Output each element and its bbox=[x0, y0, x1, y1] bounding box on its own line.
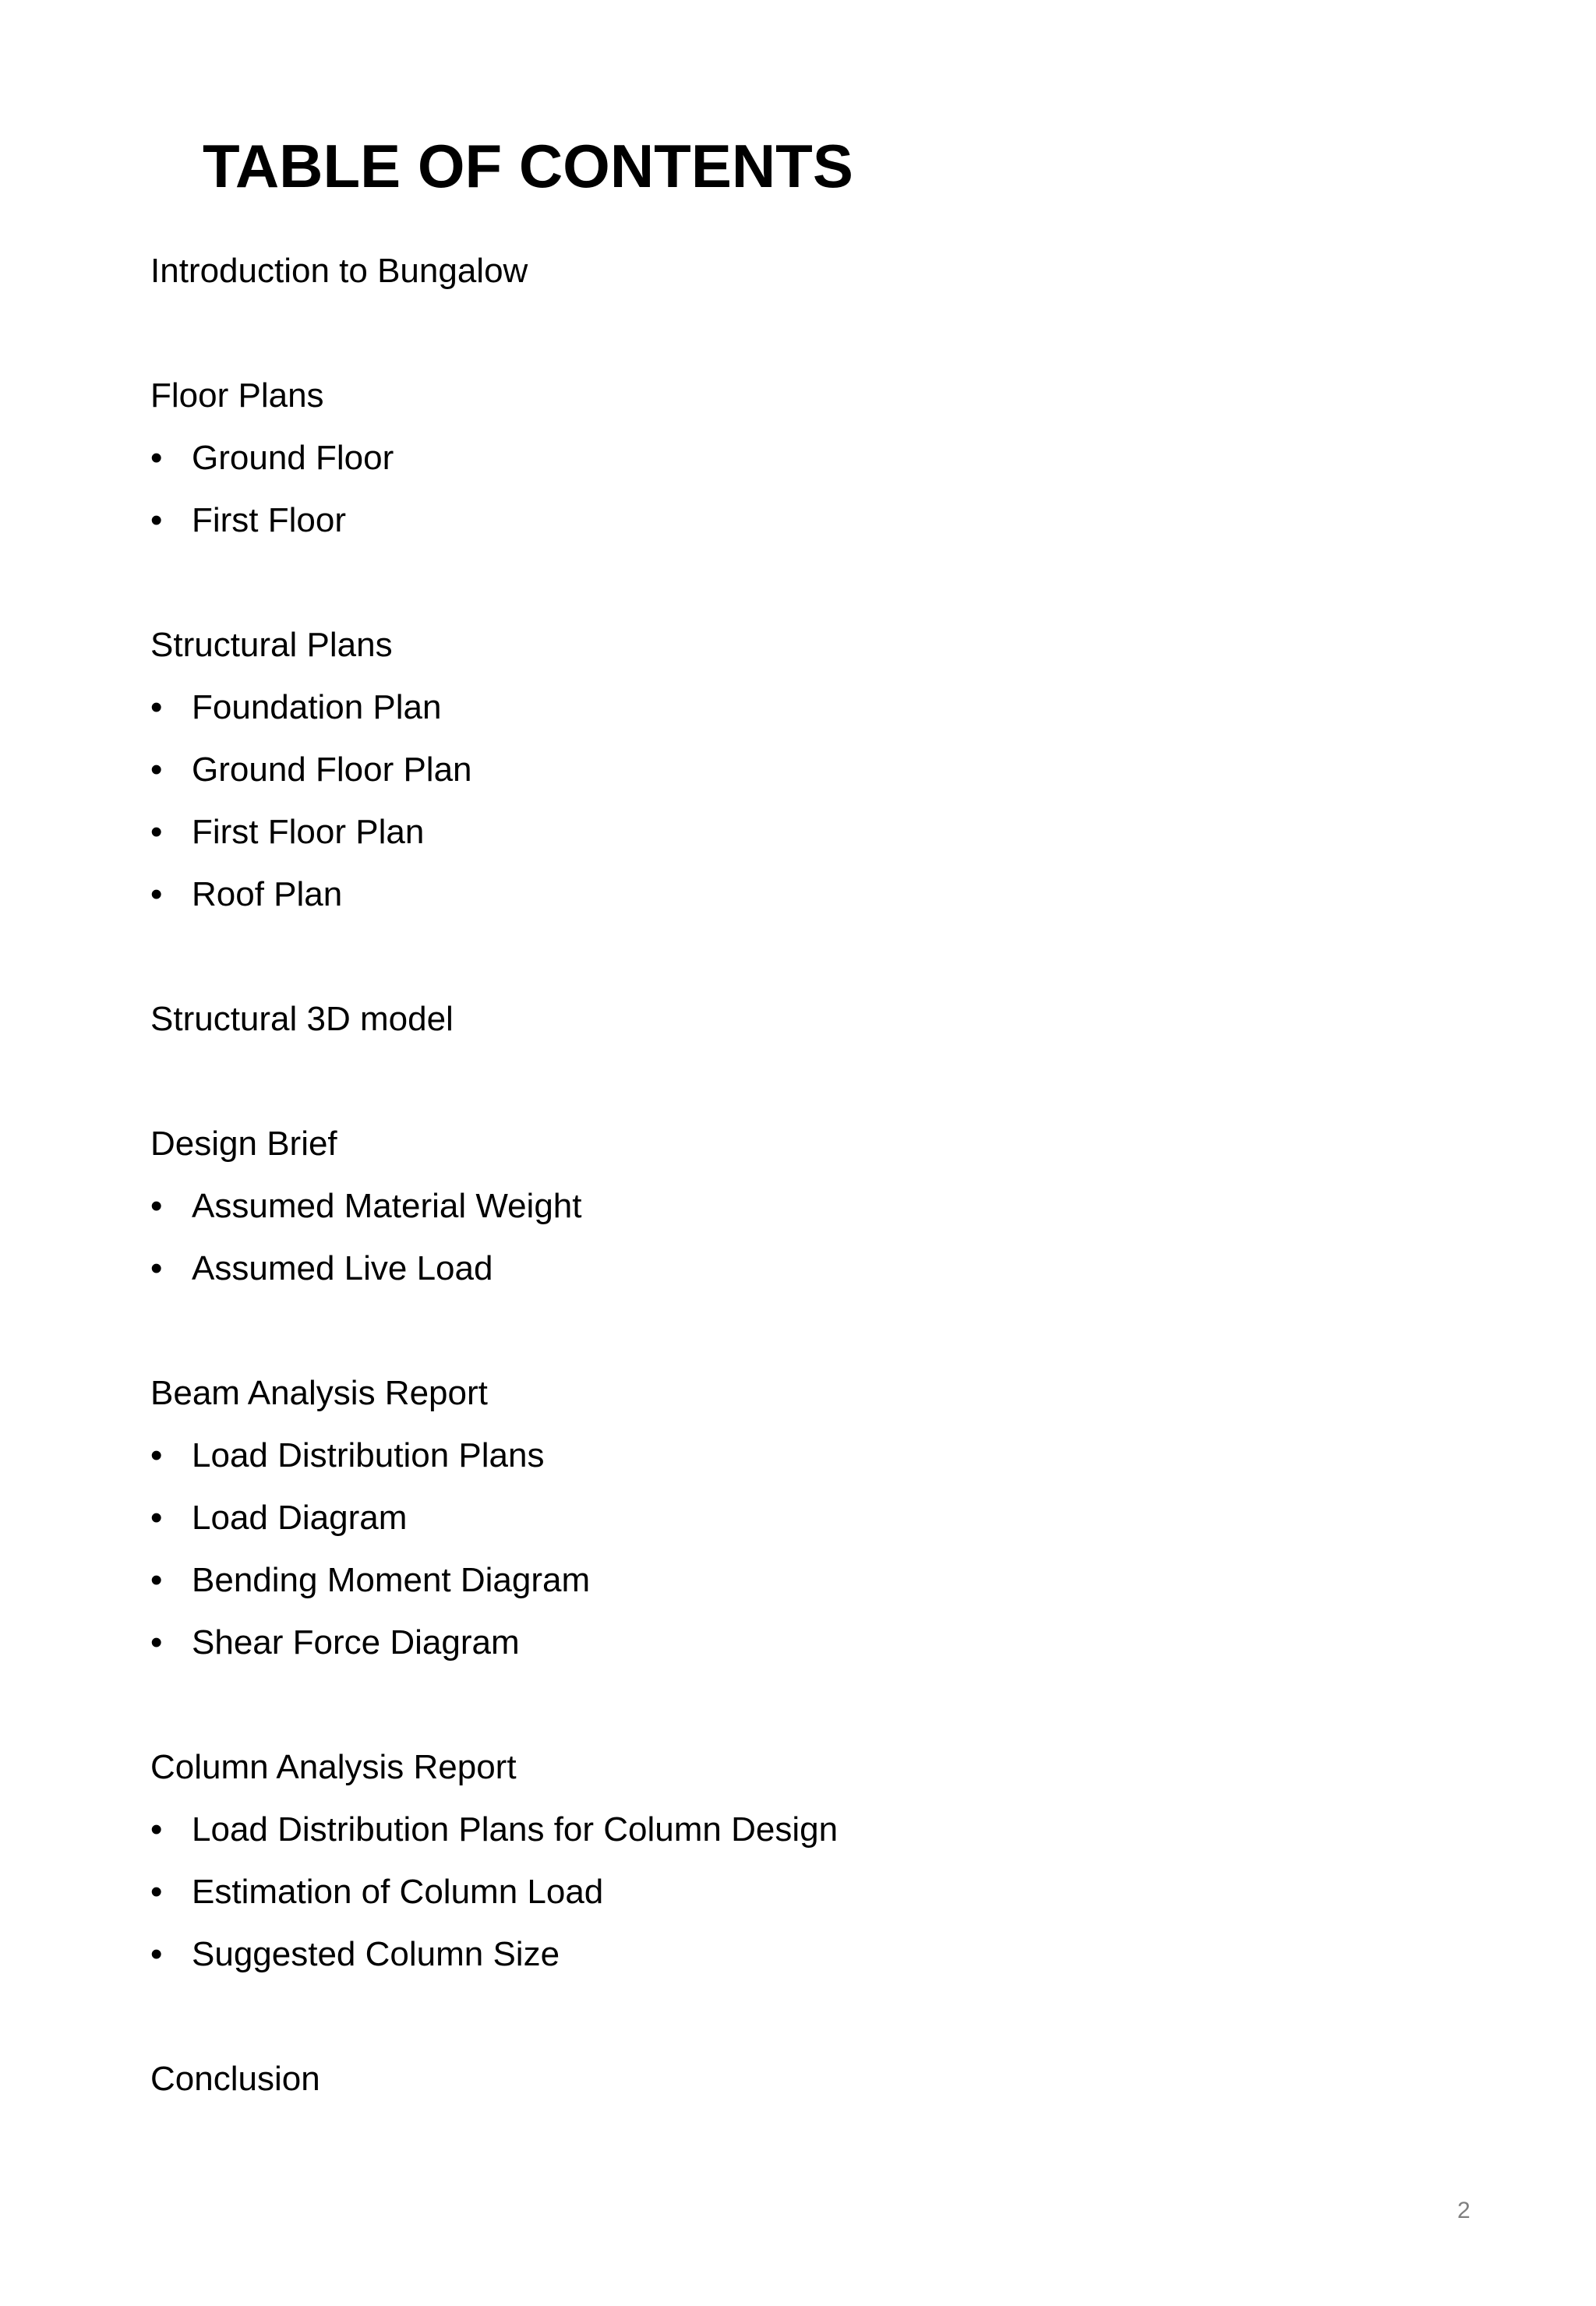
bullet-icon: • bbox=[150, 688, 163, 726]
toc-subsection-label: Load Distribution Plans for Column Design bbox=[192, 1810, 839, 1849]
toc-section-heading: Conclusion bbox=[150, 2060, 320, 2098]
page-title: TABLE OF CONTENTS bbox=[203, 132, 853, 201]
toc-section bbox=[150, 240, 1475, 302]
toc-subsection-list bbox=[150, 427, 1475, 552]
toc-section-heading: Structural Plans bbox=[150, 626, 393, 664]
toc-subsection-label: Ground Floor Plan bbox=[192, 750, 472, 789]
table-of-contents bbox=[150, 240, 1475, 2110]
toc-section bbox=[150, 614, 1475, 926]
toc-section-heading: Structural 3D model bbox=[150, 1000, 454, 1038]
toc-subsection-item bbox=[150, 1175, 1475, 1238]
toc-subsection-label: Estimation of Column Load bbox=[192, 1873, 604, 1911]
toc-subsection-item bbox=[150, 1238, 1475, 1300]
bullet-icon: • bbox=[150, 501, 163, 539]
toc-section bbox=[150, 365, 1475, 552]
bullet-icon: • bbox=[150, 1187, 163, 1225]
toc-subsection-list bbox=[150, 676, 1475, 926]
bullet-icon: • bbox=[150, 875, 163, 913]
toc-section bbox=[150, 1362, 1475, 1674]
toc-subsection-label: Roof Plan bbox=[192, 875, 343, 913]
toc-subsection-label: First Floor bbox=[192, 501, 346, 539]
toc-section bbox=[150, 1736, 1475, 1986]
toc-section-heading: Floor Plans bbox=[150, 376, 324, 415]
toc-subsection-item bbox=[150, 1799, 1475, 1861]
toc-subsection-item bbox=[150, 1549, 1475, 1612]
toc-subsection-item bbox=[150, 739, 1475, 801]
toc-subsection-label: Bending Moment Diagram bbox=[192, 1561, 591, 1599]
toc-subsection-label: Ground Floor bbox=[192, 439, 394, 477]
toc-section bbox=[150, 988, 1475, 1051]
toc-subsection-list bbox=[150, 1425, 1475, 1674]
bullet-icon: • bbox=[150, 1499, 163, 1537]
toc-section-heading: Beam Analysis Report bbox=[150, 1374, 488, 1412]
toc-subsection-label: Assumed Live Load bbox=[192, 1249, 493, 1287]
bullet-icon: • bbox=[150, 1623, 163, 1662]
bullet-icon: • bbox=[150, 813, 163, 851]
toc-subsection-label: Load Distribution Plans bbox=[192, 1436, 545, 1474]
toc-subsection-label: Foundation Plan bbox=[192, 688, 442, 726]
bullet-icon: • bbox=[150, 1249, 163, 1287]
toc-subsection-item bbox=[150, 1425, 1475, 1487]
toc-subsection-list bbox=[150, 1175, 1475, 1300]
toc-subsection-list bbox=[150, 1799, 1475, 1986]
toc-subsection-item bbox=[150, 676, 1475, 739]
toc-subsection-item bbox=[150, 489, 1475, 552]
toc-section bbox=[150, 1113, 1475, 1300]
toc-subsection-label: First Floor Plan bbox=[192, 813, 425, 851]
bullet-icon: • bbox=[150, 1873, 163, 1911]
toc-subsection-item bbox=[150, 801, 1475, 863]
toc-subsection-item bbox=[150, 1612, 1475, 1674]
toc-section-heading: Column Analysis Report bbox=[150, 1748, 517, 1786]
toc-subsection-label: Assumed Material Weight bbox=[192, 1187, 582, 1225]
bullet-icon: • bbox=[150, 1810, 163, 1849]
page-number: 2 bbox=[1457, 2198, 1471, 2223]
toc-subsection-label: Shear Force Diagram bbox=[192, 1623, 520, 1662]
toc-subsection-label: Suggested Column Size bbox=[192, 1935, 560, 1973]
bullet-icon: • bbox=[150, 439, 163, 477]
toc-subsection-item bbox=[150, 863, 1475, 926]
toc-subsection-label: Load Diagram bbox=[192, 1499, 408, 1537]
bullet-icon: • bbox=[150, 750, 163, 789]
toc-subsection-item bbox=[150, 1861, 1475, 1923]
toc-section-heading: Design Brief bbox=[150, 1125, 337, 1163]
toc-subsection-item bbox=[150, 427, 1475, 489]
toc-subsection-item bbox=[150, 1923, 1475, 1986]
toc-section-heading: Introduction to Bungalow bbox=[150, 252, 528, 290]
bullet-icon: • bbox=[150, 1561, 163, 1599]
toc-section bbox=[150, 2048, 1475, 2110]
bullet-icon: • bbox=[150, 1436, 163, 1474]
toc-subsection-item bbox=[150, 1487, 1475, 1549]
bullet-icon: • bbox=[150, 1935, 163, 1973]
